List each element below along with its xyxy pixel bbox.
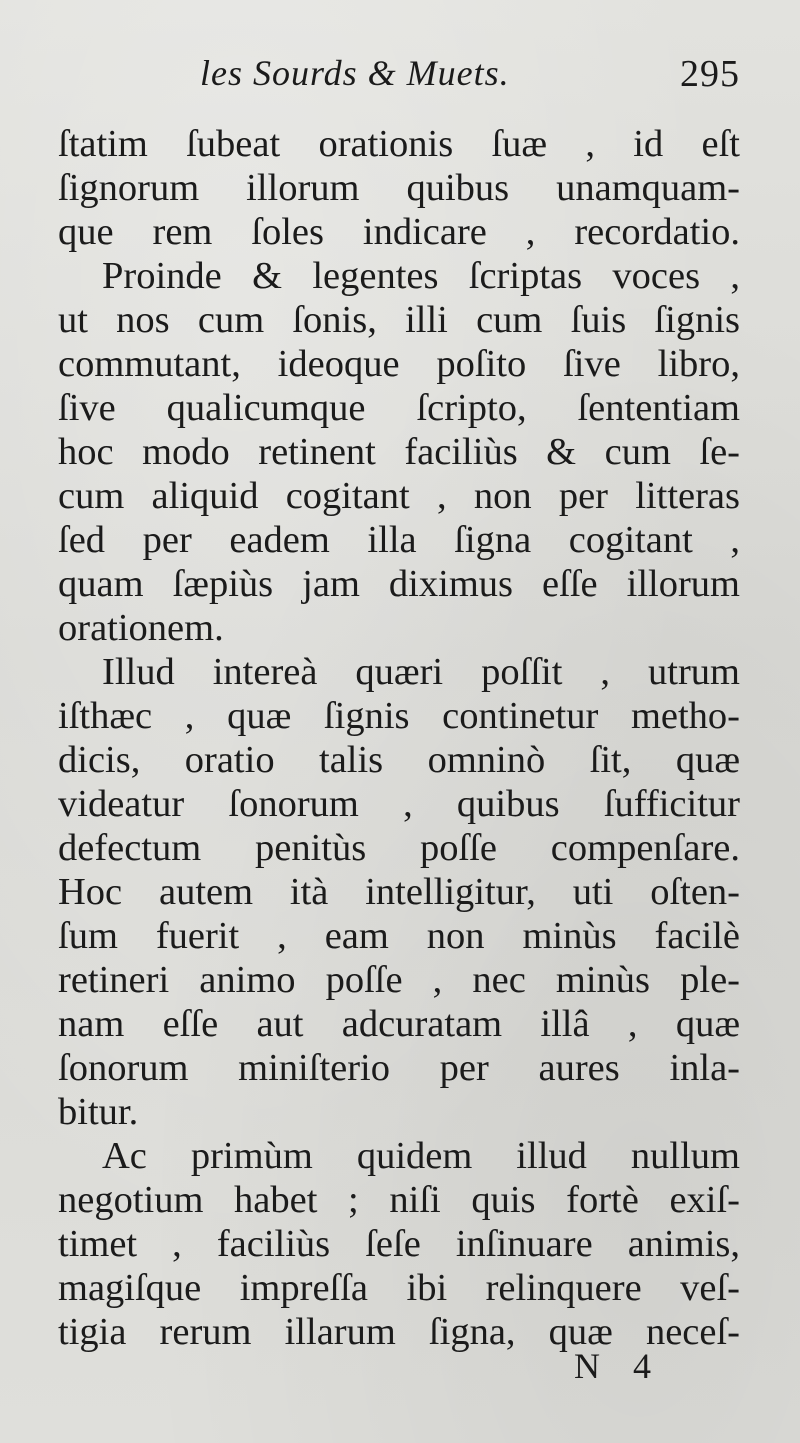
body-text [58, 122, 740, 1354]
text-line: ſive qualicumque ſcripto, ſententiam [58, 387, 740, 429]
paragraph-end-line: bitur. [58, 1091, 139, 1133]
running-head [60, 52, 740, 102]
text-line: timet , faciliùs ſeſe inſinuare animis, [58, 1223, 740, 1265]
text-line: ut nos cum ſonis, illi cum ſuis ſignis [58, 299, 740, 341]
paragraph-start-line: Illud intereà quæri poſſit , utrum [102, 651, 740, 693]
text-line: ſonorum miniſterio per aures inla- [58, 1047, 740, 1089]
text-line: ſed per eadem illa ſigna cogitant , [58, 519, 740, 561]
text-line: ſtatim ſubeat orationis ſuæ , id eſt [58, 123, 740, 165]
text-line: que rem ſoles indicare , recordatio. [58, 211, 740, 253]
text-line: quam ſæpiùs jam diximus eſſe illorum [58, 563, 740, 605]
text-line: tigia rerum illarum ſigna, quæ neceſ- [58, 1311, 740, 1353]
text-line: videatur ſonorum , quibus ſufficitur [58, 783, 740, 825]
text-line: retineri animo poſſe , nec minùs ple- [58, 959, 740, 1001]
text-line: hoc modo retinent faciliùs & cum ſe- [58, 431, 740, 473]
text-line: cum aliquid cogitant , non per litteras [58, 475, 740, 517]
text-line: ſum fuerit , eam non minùs facilè [58, 915, 740, 957]
running-title: les Sourds & Muets. [200, 53, 510, 93]
paragraph-end-line: orationem. [58, 607, 224, 649]
text-line: iſthæc , quæ ſignis continetur metho- [58, 695, 740, 737]
text-line: Hoc autem ità intelligitur, uti oſten- [58, 871, 740, 913]
text-line: defectum penitùs poſſe compenſare. [58, 827, 740, 869]
text-line: nam eſſe aut adcuratam illâ , quæ [58, 1003, 740, 1045]
paragraph-start-line: Ac primùm quidem illud nullum [102, 1135, 740, 1177]
paragraph-start-line: Proinde & legentes ſcriptas voces , [102, 255, 740, 297]
text-line: ſignorum illorum quibus unamquam- [58, 167, 740, 209]
page-number: 295 [680, 53, 740, 95]
text-line: negotium habet ; niſi quis fortè exiſ- [58, 1179, 740, 1221]
text-line: magiſque impreſſa ibi relinquere veſ- [58, 1267, 740, 1309]
text-line: commutant, ideoque poſito ſive libro, [58, 343, 740, 385]
text-line: dicis, oratio talis omninò ſit, quæ [58, 739, 740, 781]
signature-mark: N 4 [574, 1346, 663, 1386]
